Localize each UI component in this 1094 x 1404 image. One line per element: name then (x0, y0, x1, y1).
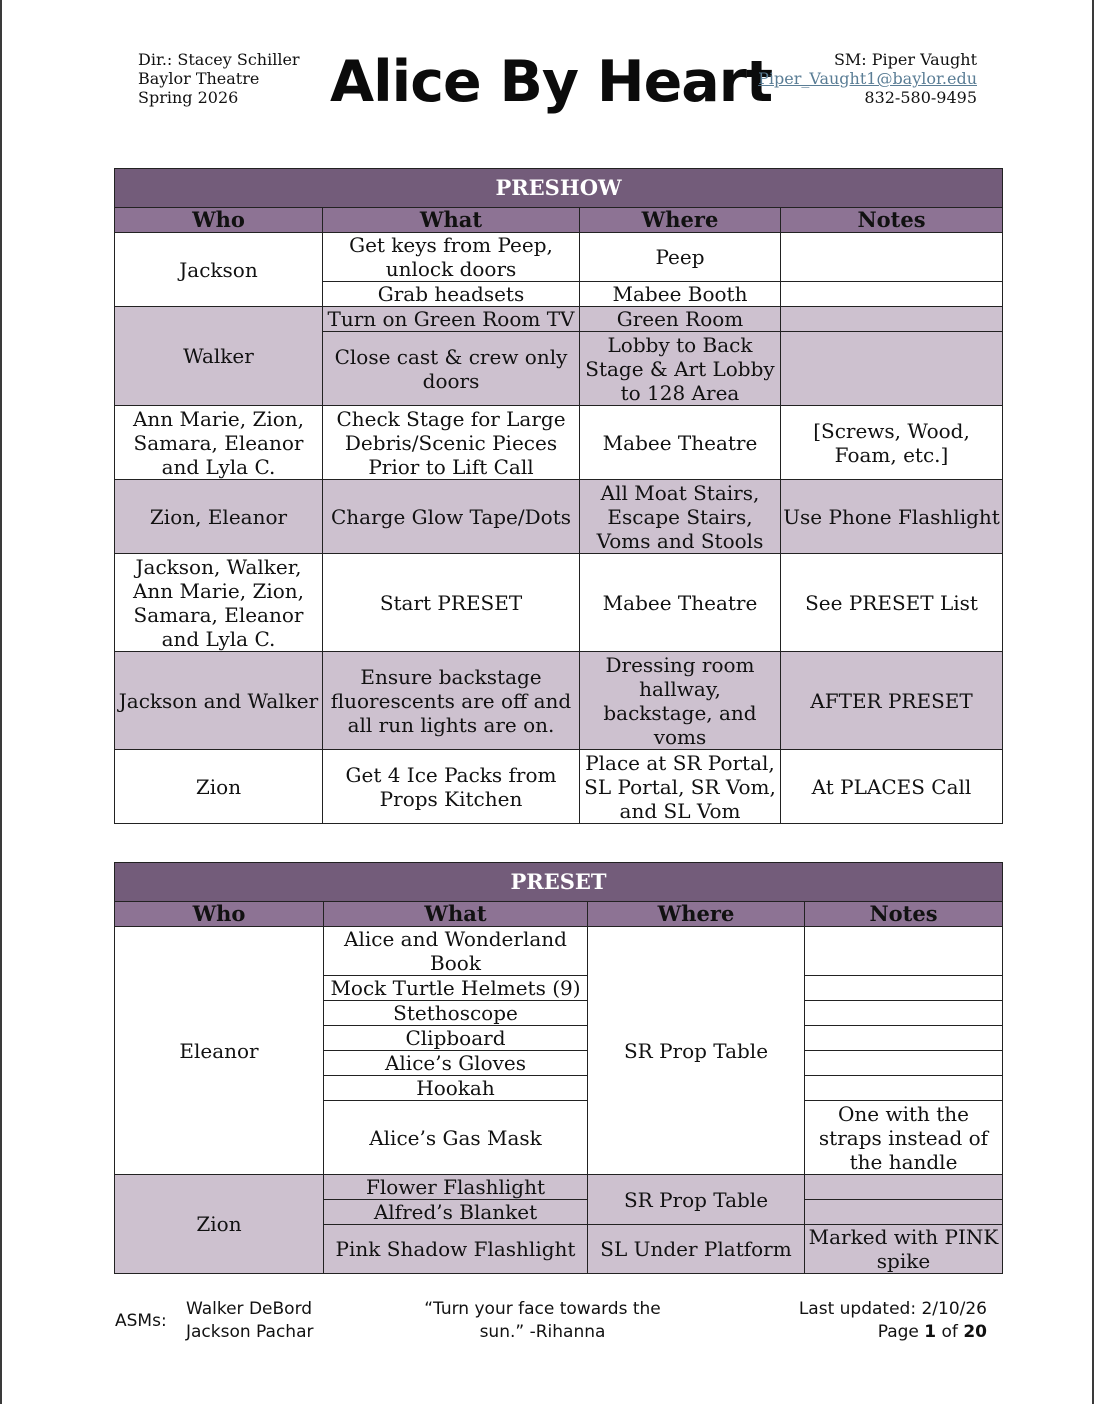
notes-cell: One with the straps instead of the handle (805, 1101, 1003, 1175)
item-cell: Alfred’s Blanket (324, 1200, 588, 1225)
item-cell: Pink Shadow Flashlight (324, 1225, 588, 1274)
who-cell: Ann Marie, Zion, Samara, Eleanor and Lyla C. (115, 406, 323, 480)
who-cell: Zion, Eleanor (115, 480, 323, 554)
who-cell: Eleanor (115, 927, 324, 1175)
notes-cell (781, 282, 1003, 307)
header-left-block (138, 50, 300, 107)
where-cell: Dressing room hallway, backstage, and voms (580, 652, 781, 750)
page-total: 20 (963, 1322, 987, 1342)
what-cell: Get 4 Ice Packs from Props Kitchen (323, 750, 580, 824)
table-row (115, 233, 1003, 282)
table-row (115, 554, 1003, 652)
where-cell: SR Prop Table (588, 1175, 805, 1225)
table-row (115, 927, 1003, 976)
what-cell: Grab headsets (323, 282, 580, 307)
notes-cell (805, 1076, 1003, 1101)
last-updated: Last updated: 2/10/26 (798, 1299, 987, 1319)
notes-cell (805, 1200, 1003, 1225)
who-cell: Zion (115, 750, 323, 824)
footer-right (799, 1298, 987, 1344)
notes-cell (805, 1051, 1003, 1076)
notes-cell (805, 976, 1003, 1001)
stage-manager-line: SM: Piper Vaught (833, 50, 977, 69)
asm-names (186, 1298, 314, 1344)
what-cell: Get keys from Peep, unlock doors (323, 233, 580, 282)
item-cell: Mock Turtle Helmets (9) (324, 976, 588, 1001)
notes-cell (781, 332, 1003, 406)
institution-line: Baylor Theatre (138, 69, 260, 88)
col-where: Where (580, 208, 781, 233)
notes-cell: At PLACES Call (781, 750, 1003, 824)
page-left-border (0, 0, 2, 1404)
where-cell: Lobby to Back Stage & Art Lobby to 128 Area (580, 332, 781, 406)
notes-cell (805, 1026, 1003, 1051)
preset-title: PRESET (115, 863, 1003, 902)
table-row (115, 406, 1003, 480)
item-cell: Stethoscope (324, 1001, 588, 1026)
where-cell: SL Under Platform (588, 1225, 805, 1274)
show-title: Alice By Heart (330, 49, 773, 115)
where-cell: Mabee Theatre (580, 554, 781, 652)
col-what: What (324, 902, 588, 927)
who-cell: Zion (115, 1175, 324, 1274)
col-notes: Notes (781, 208, 1003, 233)
who-cell: Jackson, Walker, Ann Marie, Zion, Samara, Eleanor and Lyla C. (115, 554, 323, 652)
preshow-title: PRESHOW (115, 169, 1003, 208)
table-row (115, 307, 1003, 332)
table-row (115, 480, 1003, 554)
notes-cell: [Screws, Wood, Foam, etc.] (781, 406, 1003, 480)
where-cell: All Moat Stairs, Escape Stairs, Voms and Stools (580, 480, 781, 554)
asms-label: ASMs: (115, 1311, 167, 1331)
table-row (115, 750, 1003, 824)
col-notes: Notes (805, 902, 1003, 927)
notes-cell (805, 927, 1003, 976)
what-cell: Ensure backstage fluorescents are off and all run lights are on. (323, 652, 580, 750)
header-right-block (758, 50, 977, 107)
table-row (115, 1175, 1003, 1200)
email-link[interactable]: Piper_Vaught1@baylor.edu (758, 69, 977, 88)
item-cell: Alice’s Gas Mask (324, 1101, 588, 1175)
what-cell: Turn on Green Room TV (323, 307, 580, 332)
preshow-table (114, 168, 1003, 824)
item-cell: Alice and Wonderland Book (324, 927, 588, 976)
season-line: Spring 2026 (138, 88, 239, 107)
footer-quote: “Turn your face towards the sun.” -Rihanna (424, 1299, 661, 1342)
item-cell: Flower Flashlight (324, 1175, 588, 1200)
who-cell: Walker (115, 307, 323, 406)
where-cell: Peep (580, 233, 781, 282)
col-who: Who (115, 208, 323, 233)
page-number (799, 1321, 987, 1344)
item-cell: Hookah (324, 1076, 588, 1101)
table-row (115, 652, 1003, 750)
what-cell: Check Stage for Large Debris/Scenic Pieces Prior to Lift Call (323, 406, 580, 480)
notes-cell (805, 1001, 1003, 1026)
page-word: Page (877, 1322, 919, 1342)
notes-cell (781, 233, 1003, 282)
notes-cell: Marked with PINK spike (805, 1225, 1003, 1274)
notes-cell: See PRESET List (781, 554, 1003, 652)
notes-cell (781, 307, 1003, 332)
item-cell: Clipboard (324, 1026, 588, 1051)
notes-cell (805, 1175, 1003, 1200)
director-line: Dir.: Stacey Schiller (138, 50, 300, 69)
where-cell: Place at SR Portal, SL Portal, SR Vom, and SL Vom (580, 750, 781, 824)
what-cell: Start PRESET (323, 554, 580, 652)
who-cell: Jackson (115, 233, 323, 307)
notes-cell: Use Phone Flashlight (781, 480, 1003, 554)
where-cell: Mabee Booth (580, 282, 781, 307)
col-who: Who (115, 902, 324, 927)
item-cell: Alice’s Gloves (324, 1051, 588, 1076)
asm-name: Walker DeBord (186, 1299, 313, 1319)
where-cell: Mabee Theatre (580, 406, 781, 480)
what-cell: Close cast & crew only doors (323, 332, 580, 406)
where-cell: SR Prop Table (588, 927, 805, 1175)
asm-name: Jackson Pachar (186, 1322, 314, 1342)
where-cell: Green Room (580, 307, 781, 332)
what-cell: Charge Glow Tape/Dots (323, 480, 580, 554)
page-current: 1 (924, 1322, 937, 1342)
col-where: Where (588, 902, 805, 927)
who-cell: Jackson and Walker (115, 652, 323, 750)
phone-line: 832-580-9495 (864, 88, 977, 107)
page-of: of (941, 1322, 958, 1342)
notes-cell: AFTER PRESET (781, 652, 1003, 750)
preset-table (114, 862, 1003, 1274)
col-what: What (323, 208, 580, 233)
